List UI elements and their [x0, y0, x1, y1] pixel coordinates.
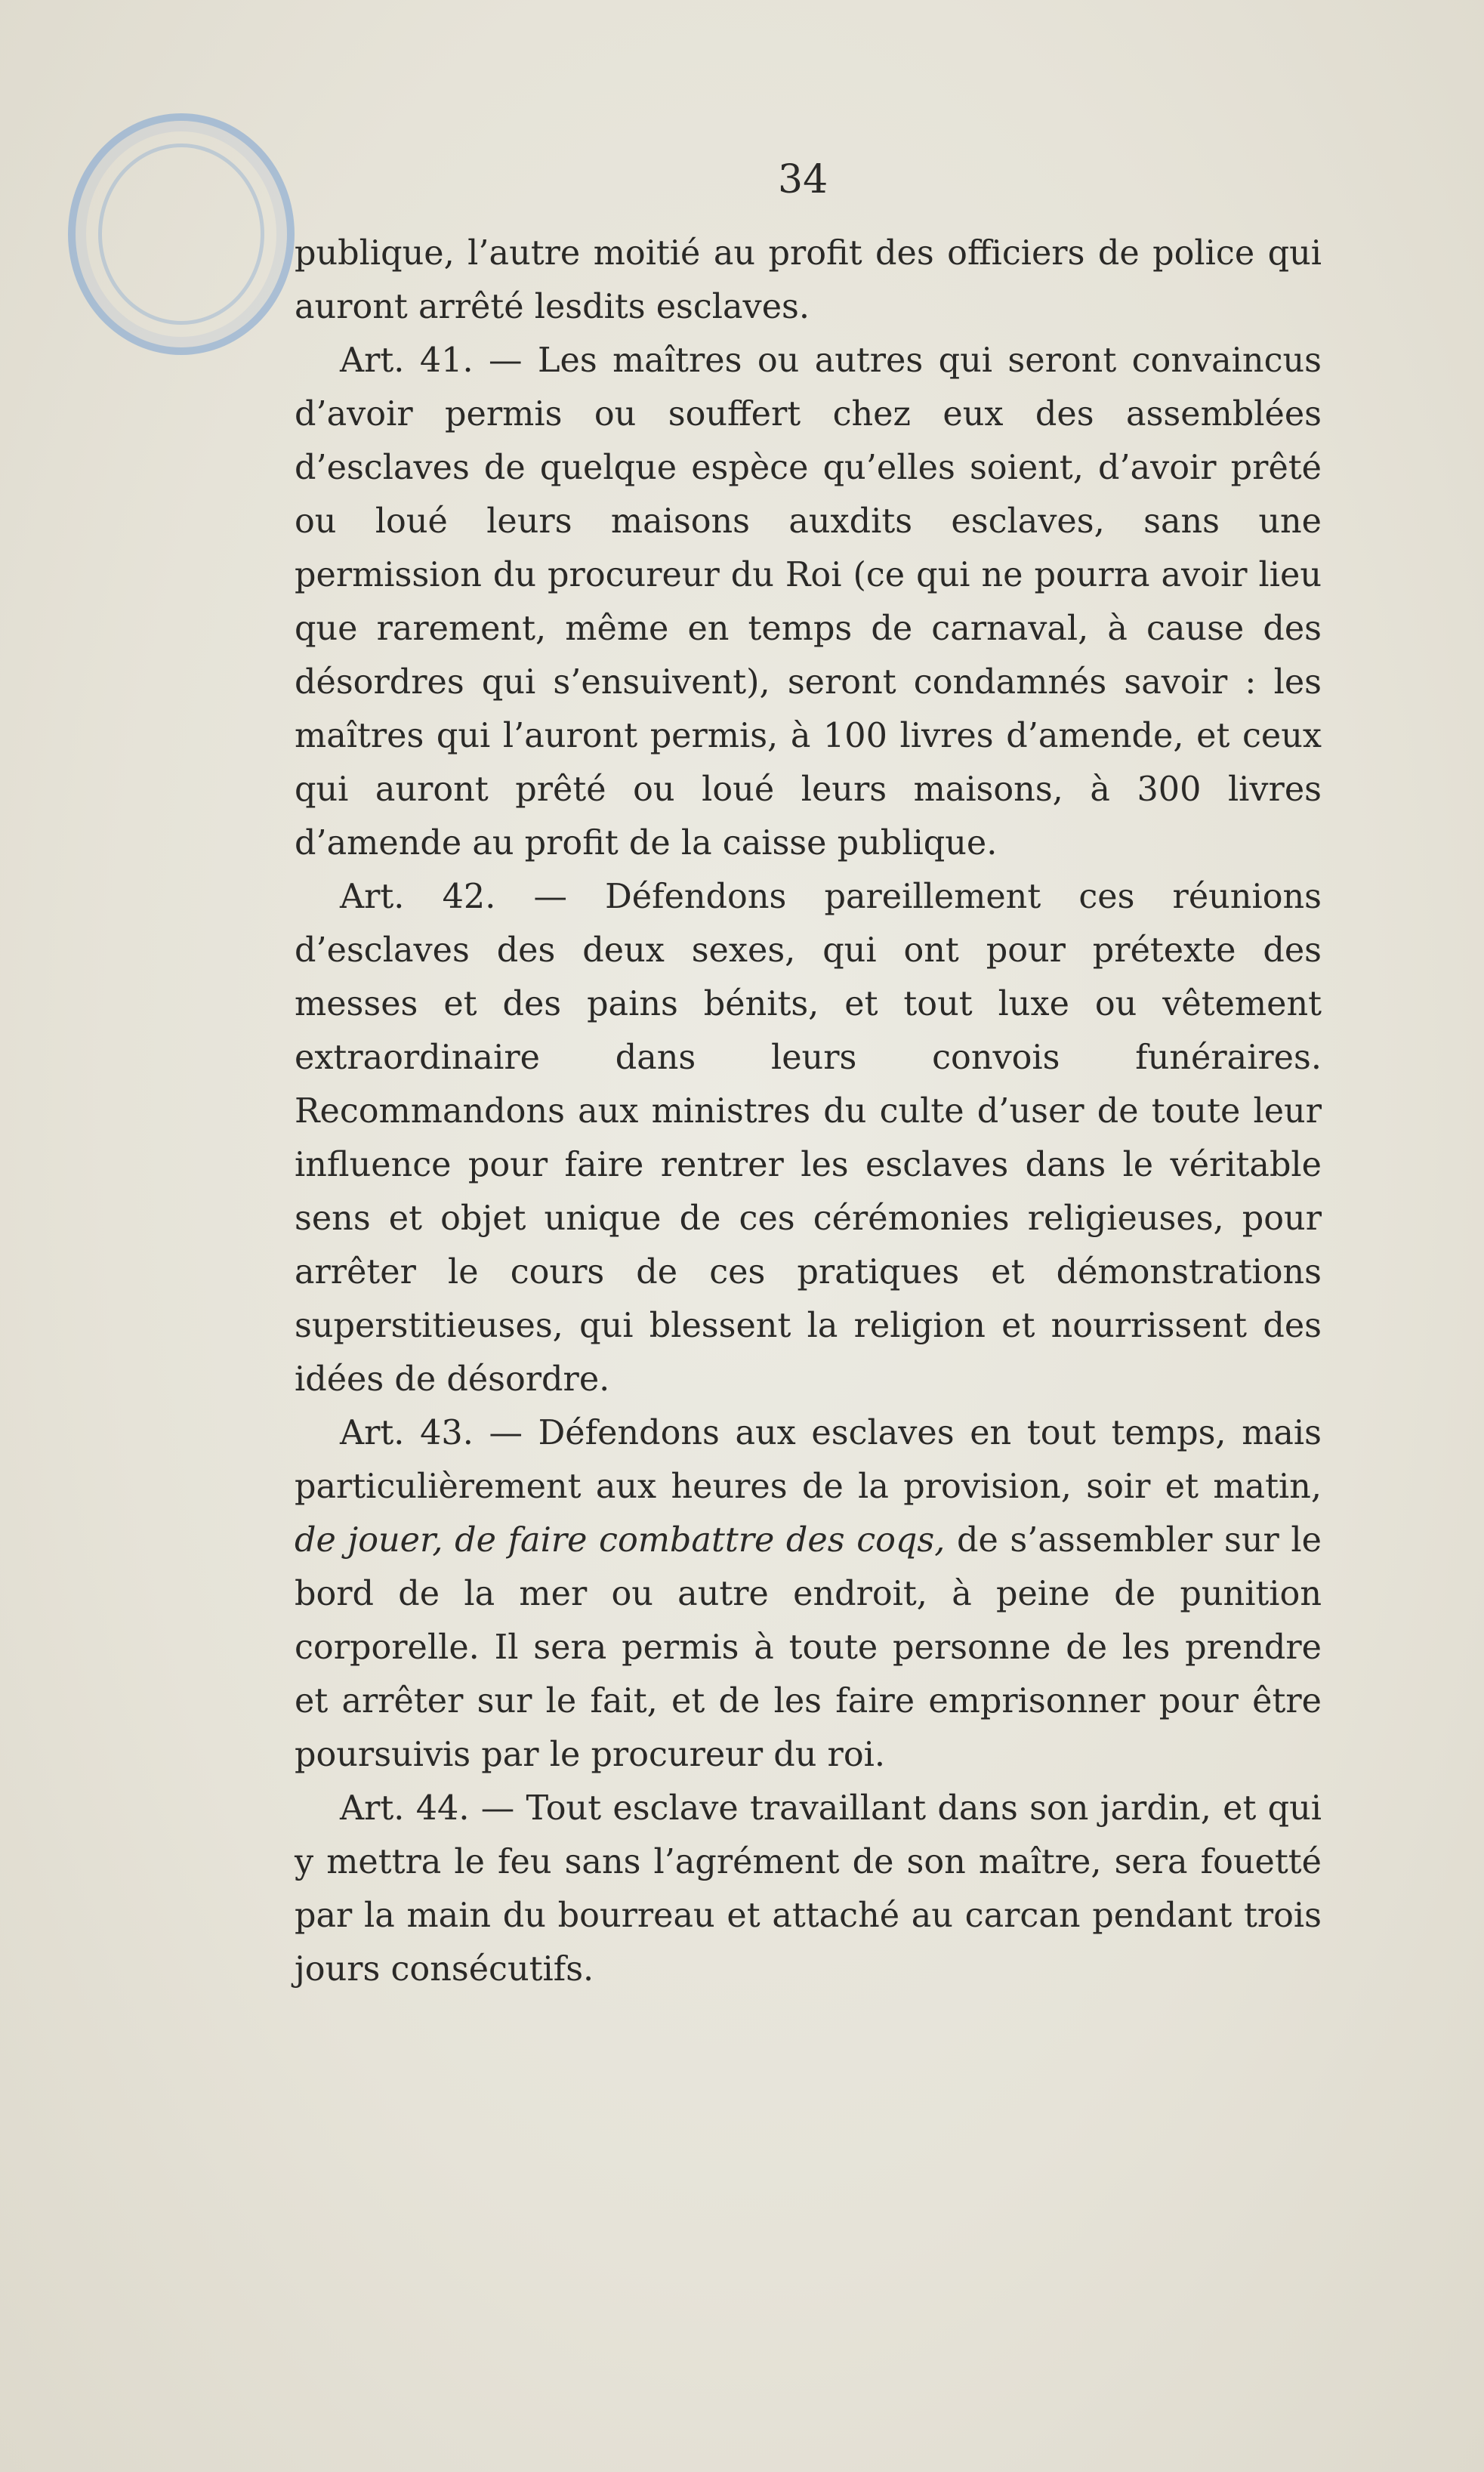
paragraph-art-43 [295, 1406, 1322, 1782]
art-43-text-after: de s’assembler sur le bord de la mer ou autre endroit, à peine de punition corporelle. Il sera permis à toute personne de les prendre et arrêter sur le fait, et de les faire emprisonner pour être poursuivis par le procureur du roi. [295, 1521, 1322, 1774]
paragraph-art-42: Art. 42. — Défendons pareillement ces réunions d’esclaves des deux sexes, qui ont pour prétexte des messes et des pains bénits, et tout luxe ou vêtement extraordinaire dans leurs convois funéraires. Recommandons aux ministres du culte d’user de toute leur influence pour faire rentrer les esclaves dans le véritable sens et objet unique de ces cérémonies religieuses, pour arrêter le cours de ces pratiques et démonstrations superstitieuses, qui blessent la religion et nourrissent des idées de désordre. [295, 878, 1322, 1399]
paragraph-continuation: publique, l’autre moitié au profit des officiers de police qui auront arrêté lesdits esclaves. [295, 234, 1322, 326]
art-43-text-before: Art. 43. — Défendons aux esclaves en tout temps, mais particulièrement aux heures de la provision, soir et matin, [295, 1414, 1322, 1506]
paragraph-art-44: Art. 44. — Tout esclave travaillant dans son jardin, et qui y mettra le feu sans l’agrément de son maître, sera fouetté par la main du bourreau et attaché au carcan pendant trois jours consécutifs. [295, 1789, 1322, 1989]
library-stamp [68, 113, 295, 355]
page-number: 34 [778, 157, 828, 202]
paragraph-art-41: Art. 41. — Les maîtres ou autres qui seront convaincus d’avoir permis ou souffert chez eux des assemblées d’esclaves de quelque espèce qu’elles soient, d’avoir prêté ou loué leurs maisons auxdits esclaves, sans une permission du procureur du Roi (ce qui ne pourra avoir lieu que rarement, même en temps de carnaval, à cause des désordres qui s’ensuivent), seront condamnés savoir : les maîtres qui l’auront permis, à 100 livres d’amende, et ceux qui auront prêté ou loué leurs maisons, à 300 livres d’amende au profit de la caisse publique. [295, 341, 1322, 863]
body-text [295, 227, 1322, 1996]
art-43-italic-text: de jouer, de faire combattre des coqs, [295, 1521, 946, 1560]
